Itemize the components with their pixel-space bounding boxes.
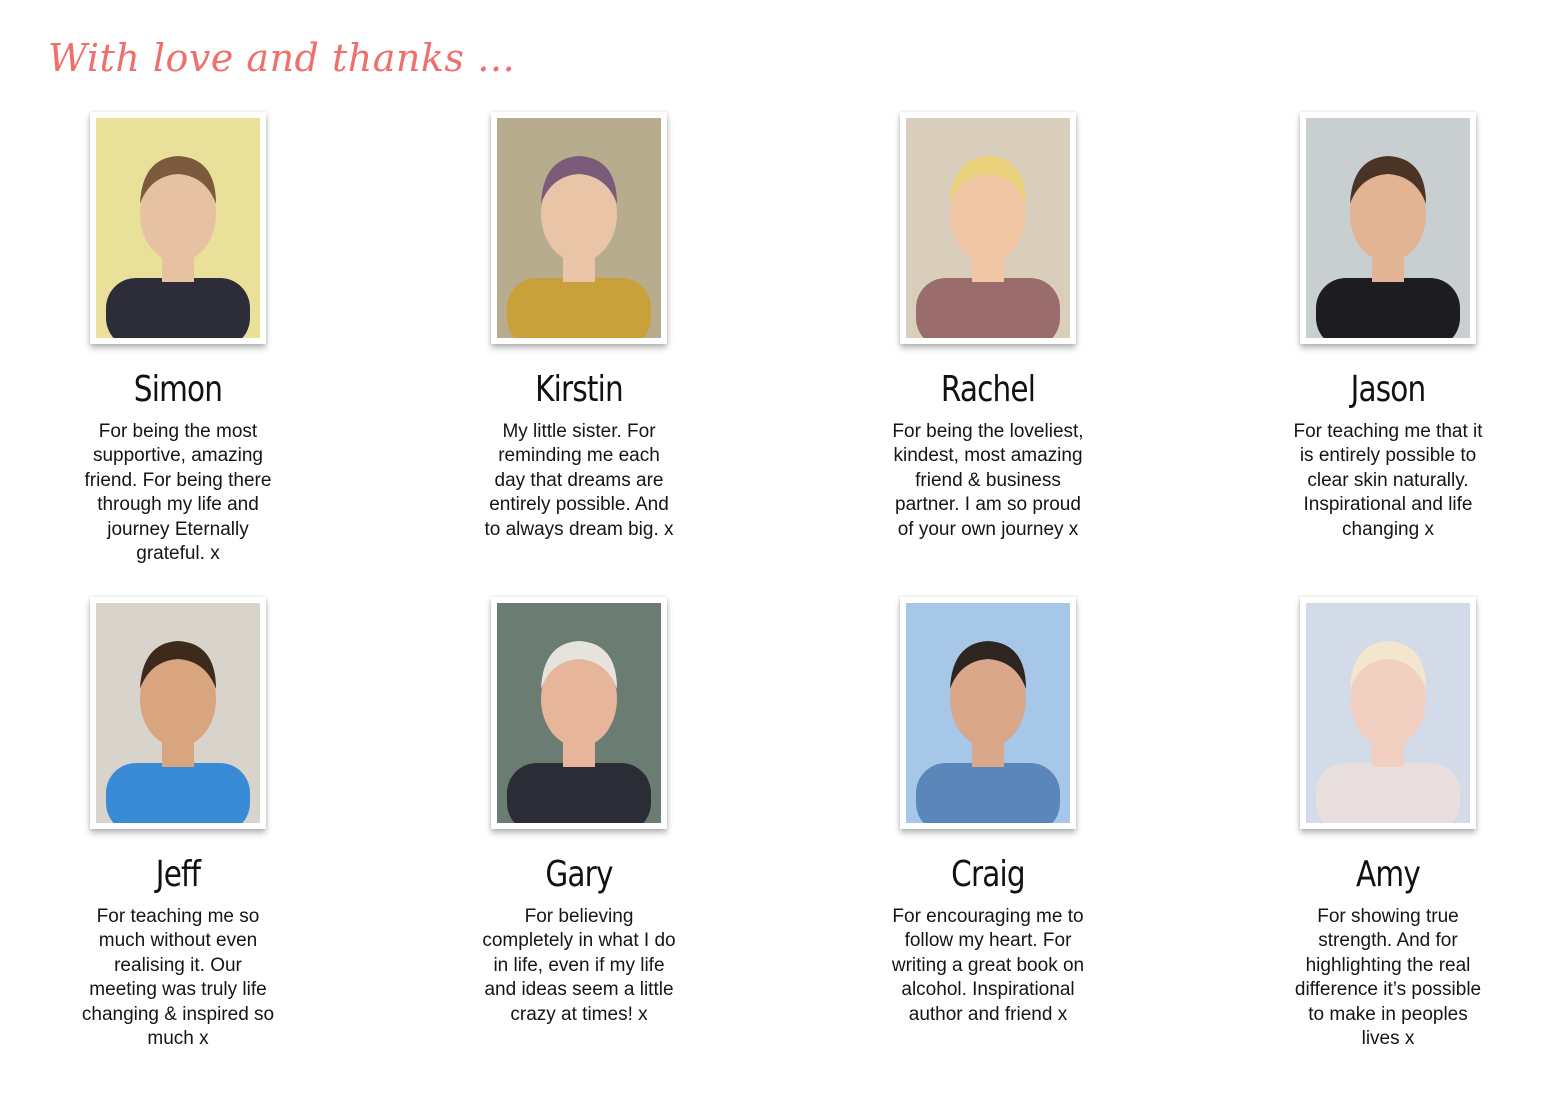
photo-frame — [900, 112, 1076, 344]
person-card-kirstin — [429, 112, 729, 542]
person-blurb: For showing true strength. And for highlighting the real difference it’s possible to make in peoples lives x — [1294, 906, 1482, 1050]
person-blurb: For believing completely in what I do in life, even if my life and ideas seem a little crazy at times! x — [482, 906, 676, 1025]
person-name: Jeff — [155, 854, 201, 895]
person-blurb: For teaching me that it is entirely possible to clear skin naturally. Inspirational and life changing x — [1293, 421, 1483, 540]
person-name: Craig — [951, 854, 1025, 895]
photo-frame — [90, 597, 266, 829]
person-card-amy — [1238, 597, 1538, 1051]
photo-frame — [491, 597, 667, 829]
person-photo — [96, 118, 260, 338]
person-blurb: My little sister. For reminding me each day that dreams are entirely possible. And to always dream big. x — [484, 421, 674, 540]
person-photo — [1306, 603, 1470, 823]
person-photo — [1306, 118, 1470, 338]
photo-frame — [90, 112, 266, 344]
person-card-rachel — [838, 112, 1138, 542]
person-name: Jason — [1350, 369, 1426, 410]
person-photo — [96, 603, 260, 823]
photo-frame — [1300, 597, 1476, 829]
person-name: Gary — [545, 854, 613, 895]
person-name: Simon — [133, 369, 223, 410]
person-card-craig — [838, 597, 1138, 1027]
page-heading: With love and thanks … — [48, 36, 516, 80]
person-blurb: For encouraging me to follow my heart. For writing a great book on alcohol. Inspirational author and friend x — [891, 906, 1085, 1025]
person-blurb: For being the loveliest, kindest, most amazing friend & business partner. I am so proud of your own journey x — [892, 421, 1084, 540]
person-photo — [906, 603, 1070, 823]
person-card-jason — [1238, 112, 1538, 542]
person-card-jeff — [28, 597, 328, 1051]
person-photo — [906, 118, 1070, 338]
person-card-simon — [28, 112, 328, 566]
person-name: Amy — [1356, 854, 1420, 895]
person-blurb: For being the most supportive, amazing friend. For being there through my life and journey Eternally grateful. x — [84, 421, 272, 565]
photo-frame — [1300, 112, 1476, 344]
photo-frame — [491, 112, 667, 344]
person-photo — [497, 603, 661, 823]
person-name: Rachel — [940, 369, 1036, 410]
photo-frame — [900, 597, 1076, 829]
person-photo — [497, 118, 661, 338]
person-name: Kirstin — [535, 369, 623, 410]
person-card-gary — [429, 597, 729, 1027]
person-blurb: For teaching me so much without even realising it. Our meeting was truly life changing & inspired so much x — [81, 906, 275, 1050]
